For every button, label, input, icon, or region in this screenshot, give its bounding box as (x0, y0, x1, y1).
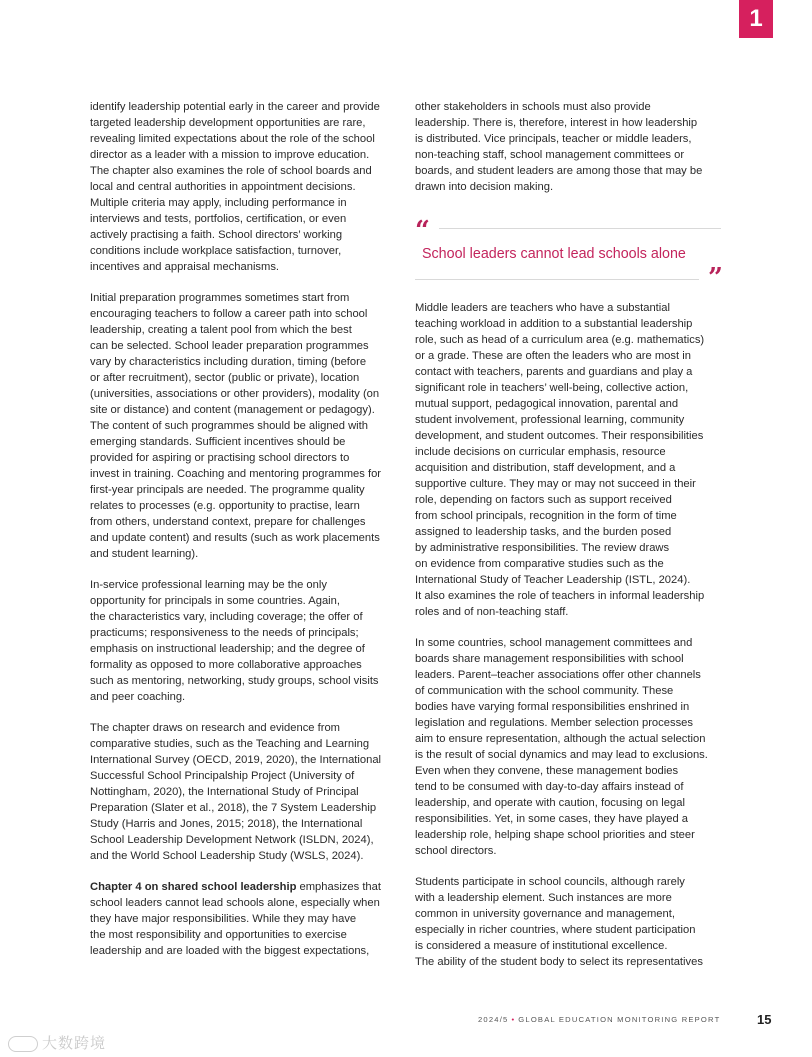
left-paragraph-4: The chapter draws on research and evidence from comparative studies, such as the Teaching and Learning International Survey (OECD, 2019, 2020), the International Successful School Principalship Project (University of Nottingham, 2020), the International Study of Principal Preparation (Slater et al., 2018), the 7 System Leadership Study (Harris and Jones, 2015; 2018), the International School Leadership Development Network (ISLDN, 2024), and the World School Leadership Study (WSLS, 2024). (90, 722, 382, 862)
right-column (415, 99, 723, 970)
close-quote-icon: ” (708, 263, 723, 293)
footer-report-title (478, 1015, 720, 1024)
right-paragraph-3: In some countries, school management committees and boards share management responsibilities with school leaders. Parent–teacher associations offer other channels of communication with the school community. These bodies have varying formal responsibilities enshrined in legislation and regulations. Member selection processes aim to ensure representation, although the actual selection is the result of social dynamics and may lead to exclusions. Even when they convene, these management bodies tend to be consumed with day-to-day affairs instead of leadership, and operate with caution, focusing on legal responsibilities. Yet, in some cases, they have played a leadership role, helping shape school priorities and steer school directors. (415, 637, 708, 857)
left-paragraph-3: In-service professional learning may be the only opportunity for principals in some countries. Again, the characteristics vary, including coverage; the offer of practicums; responsiveness to the needs of principals; emphasis on instructional leadership; and the degree of formality as opposed to more collaborative approaches such as mentoring, networking, study groups, school visits and peer coaching. (90, 579, 379, 703)
footer-separator: • (511, 1015, 516, 1024)
left-paragraph-2: Initial preparation programmes sometimes start from encouraging teachers to follow a career path into school leadership, creating a talent pool from which the best can be selected. School leader preparation programmes vary by characteristics including duration, timing (before or after recruitment), sector (public or private), location (universities, associations or other providers), modality (on site or distance) and content (management or pedagogy). The content of such programmes should be aligned with emerging standards. Sufficient incentives should be provided for aspiring or practising school directors to invest in training. Coaching and mentoring programmes for first-year principals are needed. The programme quality relates to processes (e.g. opportunity to practise, learn from others, understand context, prepare for challenges and update content) and results (such as work placements and student learning). (90, 292, 382, 560)
left-paragraph-5 (90, 879, 398, 959)
left-column (90, 99, 398, 959)
right-paragraph-1: other stakeholders in schools must also provide leadership. There is, therefore, interest in how leadership is distributed. Vice principals, teacher or middle leaders, non-teaching staff, school management committees or boards, and student leaders are among those that may be drawn into decision making. (415, 101, 703, 193)
watermark (8, 1032, 106, 1053)
watermark-text: 大数跨境 (42, 1035, 107, 1052)
footer-edition: 2024/5 (478, 1015, 509, 1024)
pull-quote (415, 210, 723, 300)
watermark-logo-icon (8, 1036, 38, 1052)
right-paragraph-4: Students participate in school councils, although rarely with a leadership element. Such instances are more common in university governance and management, especially in richer countries, where student participation is considered a measure of institutional excellence. The ability of the student body to select its representatives (415, 876, 703, 968)
chapter-number-tab: 1 (739, 0, 773, 38)
open-quote-icon: “ (415, 216, 430, 246)
left-paragraph-5-text: emphasizes that school leaders cannot lead schools alone, especially when they have major responsibilities. While they may have the most responsibility and opportunities to exercise leadership and are loaded with the biggest expectations, (90, 881, 381, 957)
left-paragraph-1: identify leadership potential early in the career and provide targeted leadership development opportunities are rare, revealing limited expectations about the role of the school director as a leader with a mission to improve education. The chapter also examines the role of school boards and local and central authorities in appointment decisions. Multiple criteria may apply, including performance in interviews and tests, portfolios, certification, or even actively practising a faith. School directors’ working conditions include workplace satisfaction, turnover, incentives and appraisal mechanisms. (90, 101, 380, 273)
pull-quote-text: School leaders cannot lead schools alone (422, 246, 686, 262)
page-number: 15 (757, 1012, 772, 1027)
chapter-4-reference: Chapter 4 on shared school leadership (90, 881, 297, 893)
pull-quote-top-rule (439, 228, 721, 229)
footer-report-name: GLOBAL EDUCATION MONITORING REPORT (518, 1015, 721, 1024)
pull-quote-bottom-rule (415, 279, 699, 280)
right-paragraph-2: Middle leaders are teachers who have a substantial teaching workload in addition to a substantial leadership role, such as head of a curriculum area (e.g. mathematics) or a grade. These are often the leaders who are most in contact with teachers, parents and guardians and play a significant role in teachers’ well-being, collective action, mutual support, pedagogical innovation, parental and student involvement, professional learning, community development, and student outcomes. Their responsibilities include decisions on curricular emphasis, resource acquisition and distribution, staff development, and a supportive culture. They may or may not succeed in their role, depending on factors such as support received from school principals, recognition in the form of time assigned to leadership tasks, and the burden posed by administrative responsibilities. The review draws on evidence from comparative studies such as the International Study of Teacher Leadership (ISTL, 2024). It also examines the role of teachers in informal leadership roles and of non-teaching staff. (415, 302, 705, 618)
